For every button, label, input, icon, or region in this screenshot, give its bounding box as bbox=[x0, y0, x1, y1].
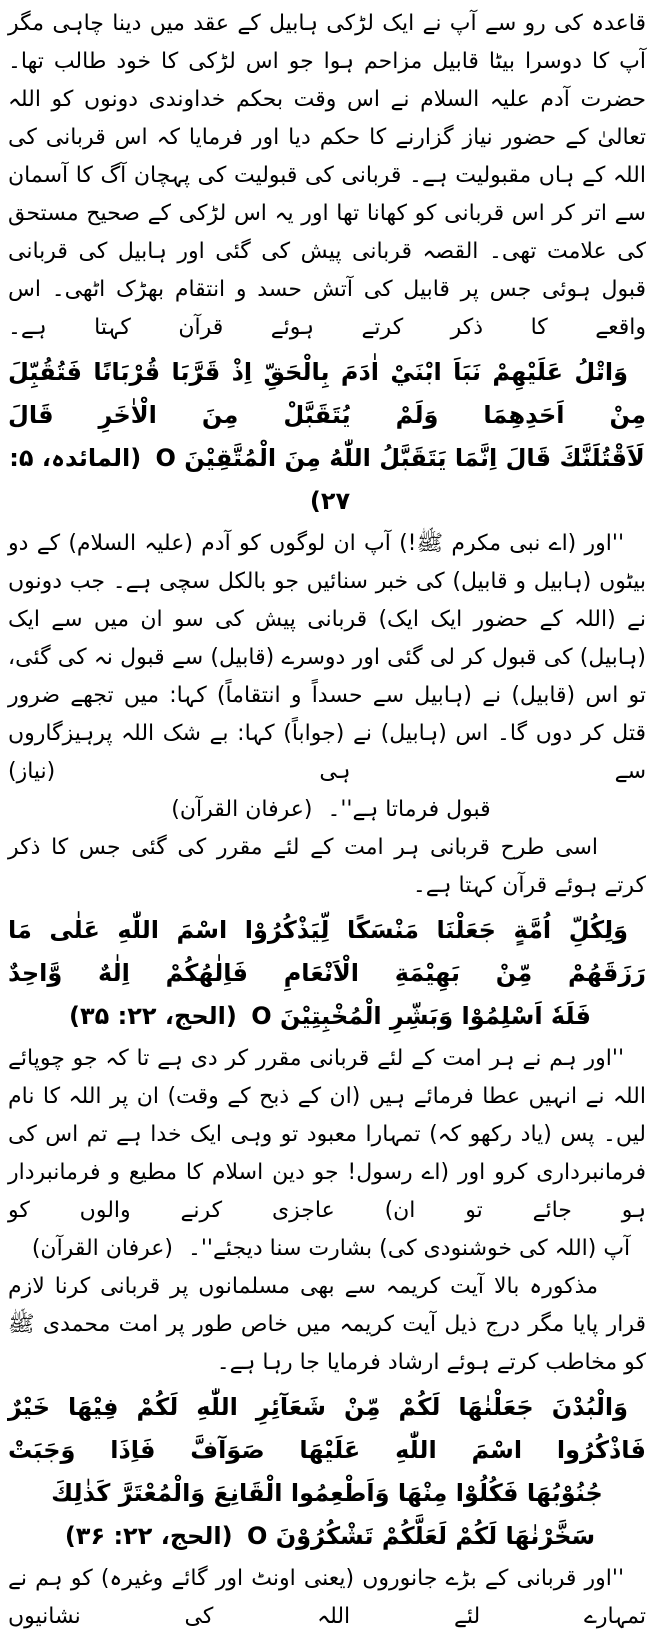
quran-verse-hajj-22-35 bbox=[8, 909, 646, 1038]
translation-source: (عرفان القرآن) bbox=[31, 1236, 173, 1261]
translation-hajj-22-35: ''اور ہم نے ہر امت کے لئے قربانی مقرر کر دی ہے تا کہ جو چوپائے اللہ نے انہیں عطا فرمائے ہیں (ان کے ذبح کے وقت) ان پر اللہ کا نام لیں۔ پس (یاد رکھو کہ) تمہارا معبود تو وہی ایک خدا ہے تم اس کی فرمانبرداری کرو اور (اے رسول! جو دین اسلام کا مطیع و فرمانبردار ہو جائے تو ان) عاجزی کرنے والوں کو bbox=[8, 1046, 646, 1223]
verse-arabic-line-2 bbox=[8, 995, 646, 1038]
commentary-paragraph: مذکورہ بالا آیت کریمہ سے بھی مسلمانوں پر قربانی کرنا لازم قرار پایا مگر درج ذیل آیت کریمہ میں خاص طور پر امت محمدی ﷺ کو مخاطب کرتے ہوئے ارشاد فرمایا جا رہا ہے۔ bbox=[8, 1274, 646, 1375]
verse-arabic-line-1: وَاتْلُ عَلَيْهِمْ نَبَاَ ابْنَيْ اٰدَمَ بِالْحَقِّ اِذْ قَرَّبَا قُرْبَانًا فَتُقُبِّلَ مِنْ اَحَدِهِمَا وَلَمْ يُتَقَبَّلْ مِنَ الْاٰخَرِ قَالَ bbox=[8, 358, 646, 429]
translation-tail-text: قبول فرماتا ہے''۔ bbox=[327, 797, 491, 822]
quran-verse-maidah-5-27 bbox=[8, 351, 646, 523]
verse-arabic-line-2 bbox=[8, 437, 646, 523]
quran-verse-hajj-22-36 bbox=[8, 1386, 646, 1558]
verse-arabic-line-1: وَلِكُلِّ اُمَّةٍ جَعَلْنَا مَنْسَكًا لِّيَذْكُرُوْا اسْمَ اللّٰهِ عَلٰى مَا رَزَقَهُمْ مِّنْ بَهِيْمَةِ الْاَنْعَامِ فَاِلٰهُكُمْ اِلٰهٌ وَّاحِدٌ bbox=[8, 916, 646, 987]
verse-arabic-text: فَلَهٗ اَسْلِمُوْا وَبَشِّرِ الْمُخْبِتِيْنَ O bbox=[251, 1002, 591, 1030]
translation-tail-line bbox=[8, 1230, 646, 1268]
transition-paragraph: اسی طرح قربانی ہر امت کے لئے مقرر کی گئی جس کا ذکر کرتے ہوئے قرآن کہتا ہے۔ bbox=[8, 835, 646, 898]
verse-arabic-text: لَاَقْتُلَنَّكَ قَالَ اِنَّمَا يَتَقَبَّلُ اللّٰهُ مِنَ الْمُتَّقِيْنَ O bbox=[155, 444, 645, 472]
intro-paragraph: قاعدہ کی رو سے آپ نے ایک لڑکی ہابیل کے عقد میں دینا چاہی مگر آپ کا دوسرا بیٹا قابیل مزاحم ہوا جو اس لڑکی کا خود طالب تھا۔ حضرت آدم علیہ السلام نے اس وقت بحکم خداوندی دونوں کو اللہ تعالیٰ کے حضور نیاز گزارنے کا حکم دیا اور فرمایا کہ اس قربانی کی اللہ کے ہاں مقبولیت ہے۔ قربانی کی قبولیت کی پہچان آگ کا آسمان سے اتر کر اس قربانی کو کھانا تھا اور یہ اس لڑکی کے صحیح مستحق کی علامت تھی۔ القصہ قربانی پیش کی گئی اور ہابیل کی قربانی قبول ہوئی جس پر قابیل کی آتش حسد و انتقام بھڑک اٹھی۔ اس واقعے کا ذکر کرتے ہوئے قرآن کہتا ہے۔ bbox=[8, 11, 646, 340]
translation-tail-text: آپ (اللہ کی خوشنودی کی) بشارت سنا دیجئے''۔ bbox=[187, 1236, 631, 1261]
verse-citation: (الحج، ۲۲: ۳۶) bbox=[64, 1522, 233, 1550]
verse-arabic-line-1: وَالْبُدْنَ جَعَلْنٰهَا لَكُمْ مِّنْ شَعَآئِرِ اللّٰهِ لَكُمْ فِيْهَا خَيْرٌ فَاذْكُرُوا اسْمَ اللّٰهِ عَلَيْهَا صَوَآفَّ فَاِذَا وَجَبَتْ bbox=[8, 1393, 646, 1464]
verse-citation: (المائدہ، ۵: ۲۷) bbox=[9, 444, 351, 515]
verse-arabic-line-2 bbox=[8, 1472, 646, 1558]
verse-arabic-text: جُنُوْبُهَا فَكُلُوْا مِنْهَا وَاَطْعِمُوا الْقَانِعَ وَالْمُعْتَرَّ كَذٰلِكَ سَخَّرْنٰهَا لَكُمْ لَعَلَّكُمْ تَشْكُرُوْنَ O bbox=[51, 1479, 603, 1550]
closing-translation-line: ''اور قربانی کے بڑے جانوروں (یعنی اونٹ اور گائے وغیرہ) کو ہم نے تمہارے لئے اللہ کی نشانیوں bbox=[8, 1566, 646, 1629]
translation-source: (عرفان القرآن) bbox=[171, 797, 313, 822]
verse-citation: (الحج، ۲۲: ۳۵) bbox=[69, 1002, 237, 1030]
translation-tail-line bbox=[8, 791, 646, 829]
translation-maidah-5-27: ''اور (اے نبی مکرم ﷺ!) آپ ان لوگوں کو آدم (علیہ السلام) کے دو بیٹوں (ہابیل و قابیل) کی خبر سنائیں جو بالکل سچی ہے۔ جب دونوں نے (اللہ کے حضور ایک ایک) قربانی پیش کی سو ان میں سے ایک (ہابیل) کی قبول کر لی گئی اور دوسرے (قابیل) سے قبول نہ کی گئی، تو اس (قابیل) نے (ہابیل سے حسداً و انتقاماً) کہا: میں تجھے ضرور قتل کر دوں گا۔ اس (ہابیل) نے (جواباً) کہا: بے شک اللہ پرہیزگاروں سے ہی (نیاز) bbox=[8, 531, 646, 784]
